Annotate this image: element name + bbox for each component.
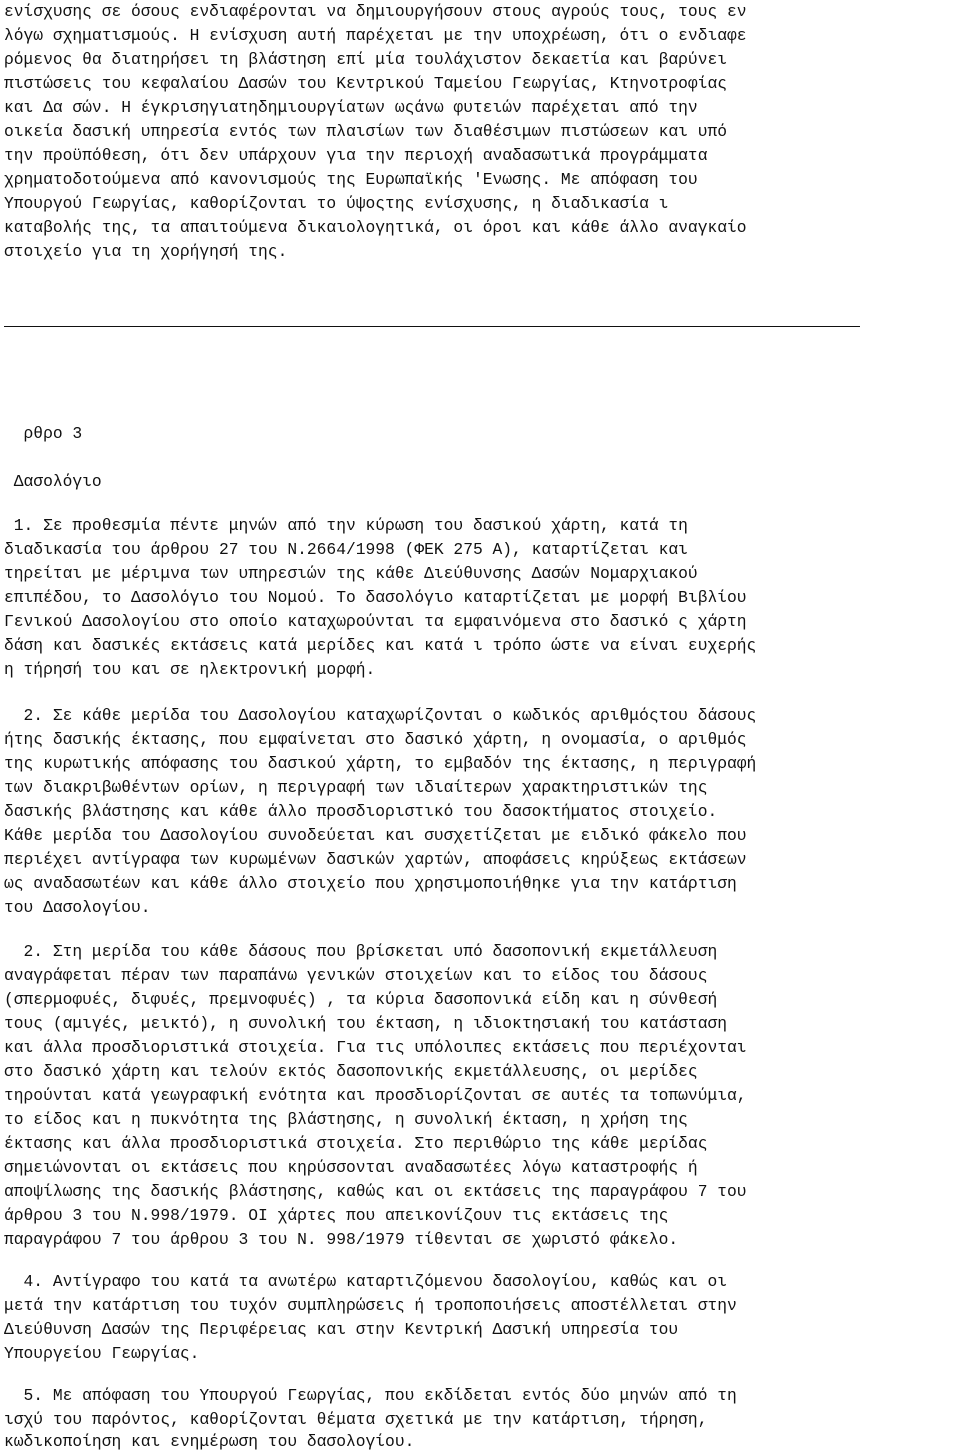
text-line: Διεύθυνση Δασών της Περιφέρειας και στην Κεντρική Δασική υπηρεσία του (4, 1320, 679, 1339)
text-line: τηρείται με μέριμνα των υπηρεσιών της κάθε Διεύθυνσης Δασών Νομαρχιακού (4, 564, 698, 583)
text-line: η τήρησή του και σε ηλεκτρονική μορφή. (4, 660, 376, 679)
text-line: και Δα σών. Η έγκρισηγιατηδημιουργίατων ωςάνω φυτειών παρέχεται από την (4, 98, 698, 117)
text-line: ήτης δασικής έκτασης, που εμφαίνεται στο δασικό χάρτη, η ονομασία, ο αριθμός (4, 730, 747, 749)
text-line: 1. Σε προθεσμία πέντε μηνών από την κύρωση του δασικού χάρτη, κατά τη (4, 516, 688, 535)
text-line: ως αναδασωτέων και κάθε άλλο στοιχείο που χρησιμοποιήθηκε για την κατάρτιση (4, 874, 737, 893)
text-line: αναγράφεται πέραν των παραπάνω γενικών στοιχείων και το είδος του δάσους (4, 966, 708, 985)
text-line: 2. Σε κάθε μερίδα του Δασολογίου καταχωρίζονται ο κωδικός αριθμόςτου δάσους (4, 706, 757, 725)
text-line: παραγράφου 7 του άρθρου 3 του Ν. 998/1979 τίθενται σε χωριστό φάκελο. (4, 1230, 679, 1249)
text-line: καταβολής της, τα απαιτούμενα δικαιολογητικά, οι όροι και κάθε άλλο αναγκαίο (4, 218, 747, 237)
text-line: δάση και δασικές εκτάσεις κατά μερίδες και κατά ι τρόπο ώστε να είναι ευχερής (4, 636, 757, 655)
text-line: στο δασικό χάρτη και τελούν εκτός δασοπονικής εκμετάλλευσης, οι μερίδες (4, 1062, 698, 1081)
text-line: κωδικοποίηση και ενημέρωση του δασολογίου. (4, 1432, 415, 1451)
text-line: στοιχείο για τη χορήγησή της. (4, 242, 288, 261)
text-line: έκτασης και άλλα προσδιοριστικά στοιχεία. Στο περιθώριο της κάθε μερίδας (4, 1134, 708, 1153)
text-line: ισχύ του παρόντος, καθορίζονται θέματα σχετικά με την κατάρτιση, τήρηση, (4, 1410, 708, 1429)
text-line: χρηματοδοτούμενα από κανονισμούς της Ευρωπαϊκής 'Ενωσης. Με απόφαση του (4, 170, 698, 189)
text-line: ρόμενος θα διατηρήσει τη βλάστηση επί μία τουλάχιστον δεκαετία και βαρύνει (4, 50, 728, 69)
text-line: το είδος και η πυκνότητα της βλάστησης, η συνολική έκταση, η χρήση της (4, 1110, 688, 1129)
text-line: αποψίλωσης της δασικής βλάστησης, καθώς και οι εκτάσεις της παραγράφου 7 του (4, 1182, 747, 1201)
horizontal-rule (4, 326, 860, 327)
article-heading: ρθρο 3 (4, 424, 83, 443)
text-line: ενίσχυσης σε όσους ενδιαφέρονται να δημιουργήσουν στους αγρούς τους, τους εν (4, 2, 747, 21)
text-line: Υπουργείου Γεωργίας. (4, 1344, 200, 1363)
text-line: της κυρωτικής απόφασης του δασικού χάρτη, το εμβαδόν της έκτασης, η περιγραφή (4, 754, 757, 773)
text-line: Υπουργού Γεωργίας, καθορίζονται το ύψοςτης ενίσχυσης, η διαδικασία ι (4, 194, 669, 213)
text-line: 5. Με απόφαση του Υπουργού Γεωργίας, που εκδίδεται εντός δύο μηνών από τη (4, 1386, 737, 1405)
text-line: (σπερμοφυές, διφυές, πρεμνοφυές) , τα κύρια δασοπονικά είδη και η σύνθεσή (4, 990, 718, 1009)
text-line: την προϋπόθεση, ότι δεν υπάρχουν για την περιοχή αναδασωτικά προγράμματα (4, 146, 708, 165)
text-line: σημειώνονται οι εκτάσεις που κηρύσσονται αναδασωτέες λόγω καταστροφής ή (4, 1158, 698, 1177)
text-line: 2. Στη μερίδα του κάθε δάσους που βρίσκεται υπό δασοπονική εκμετάλλευση (4, 942, 718, 961)
article-title: Δασολόγιο (4, 472, 102, 491)
text-line: τους (αμιγές, μεικτό), η συνολική του έκταση, η ιδιοκτησιακή του κατάσταση (4, 1014, 728, 1033)
text-line: και άλλα προσδιοριστικά στοιχεία. Για τις υπόλοιπες εκτάσεις που περιέχονται (4, 1038, 747, 1057)
text-line: πιστώσεις του κεφαλαίου Δασών του Κεντρικού Ταμείου Γεωργίας, Κτηνοτροφίας (4, 74, 728, 93)
text-line: λόγω σχηματισμούς. Η ενίσχυση αυτή παρέχεται με την υποχρέωση, ότι ο ενδιαφε (4, 26, 747, 45)
text-line: άρθρου 3 του Ν.998/1979. ΟΙ χάρτες που απεικονίζουν τις εκτάσεις της (4, 1206, 669, 1225)
text-line: Γενικού Δασολογίου στο οποίο καταχωρούνται τα εμφαινόμενα στο δασικό ς χάρτη (4, 612, 747, 631)
text-line: επιπέδου, το Δασολόγιο του Νομού. Το δασολόγιο καταρτίζεται με μορφή Βιβλίου (4, 588, 747, 607)
text-line: δασικής βλάστησης και κάθε άλλο προσδιοριστικό του δασοκτήματος στοιχείο. (4, 802, 718, 821)
text-line: του Δασολογίου. (4, 898, 151, 917)
text-line: τηρούνται κατά γεωγραφική ενότητα και προσδιορίζονται σε αυτές τα τοπωνύμια, (4, 1086, 747, 1105)
text-line: των διακριβωθέντων ορίων, η περιγραφή των ιδιαίτερων χαρακτηριστικών της (4, 778, 708, 797)
text-line: οικεία δασική υπηρεσία εντός των πλαισίων των διαθέσιμων πιστώσεων και υπό (4, 122, 728, 141)
text-line: Κάθε μερίδα του Δασολογίου συνοδεύεται και συσχετίζεται με ειδικό φάκελο που (4, 826, 747, 845)
text-line: περιέχει αντίγραφα των κυρωμένων δασικών χαρτών, αποφάσεις κηρύξεως εκτάσεων (4, 850, 747, 869)
text-line: μετά την κατάρτιση του τυχόν συμπληρώσεις ή τροποποιήσεις αποστέλλεται στην (4, 1296, 737, 1315)
text-line: 4. Αντίγραφο του κατά τα ανωτέρω καταρτιζόμενου δασολογίου, καθώς και οι (4, 1272, 728, 1291)
text-line: διαδικασία του άρθρου 27 του Ν.2664/1998 (ΦΕΚ 275 Α), καταρτίζεται και (4, 540, 688, 559)
